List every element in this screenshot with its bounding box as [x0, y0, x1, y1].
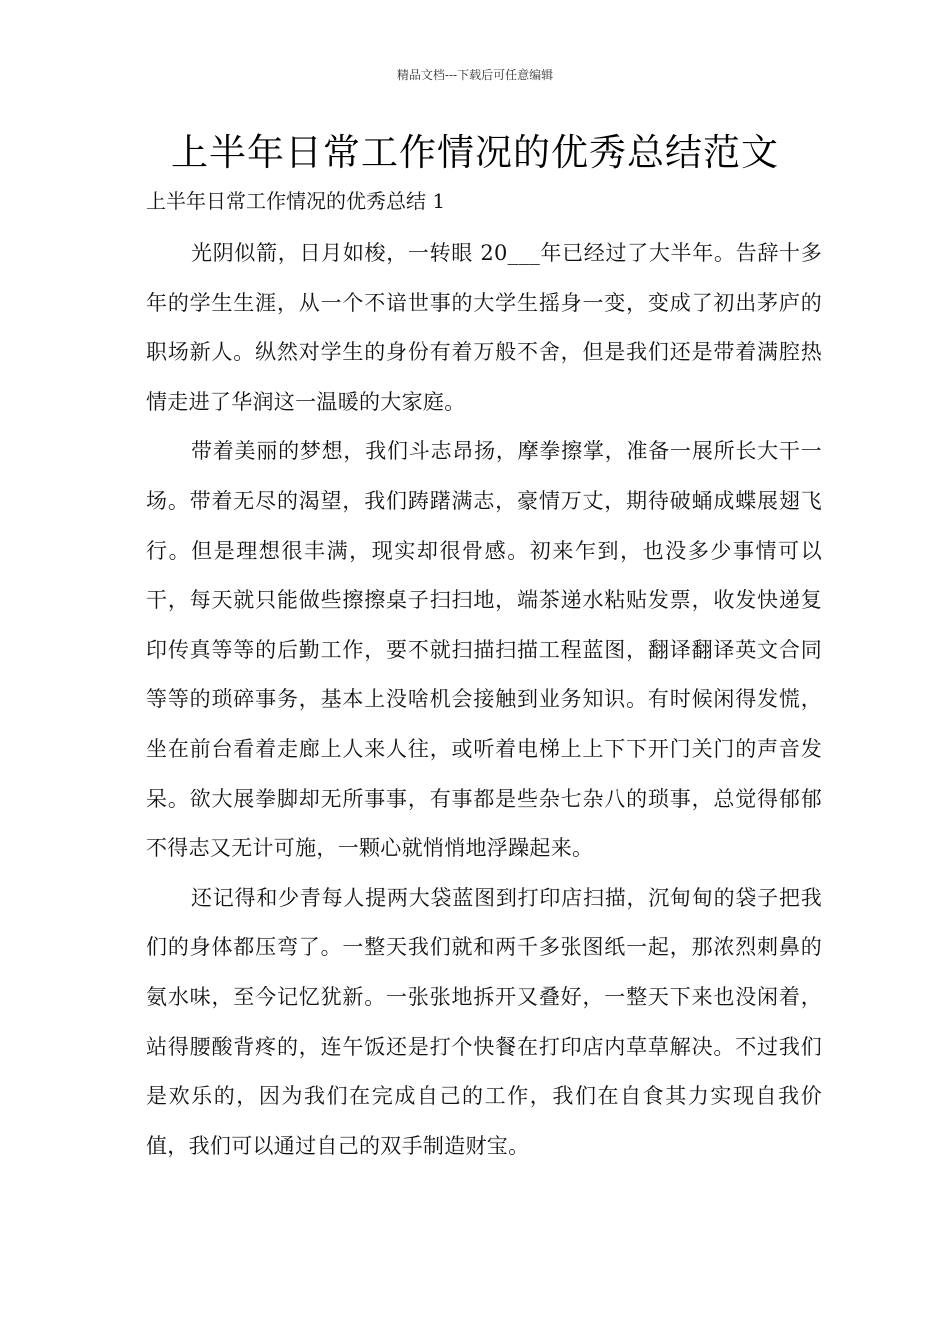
paragraph-2: 带着美丽的梦想，我们斗志昂扬，摩拳擦掌，准备一展所长大干一场。带着无尽的渴望，我们踌躇满志，豪情万丈，期待破蛹成蝶展翅飞行。但是理想很丰满，现实却很骨感。初来乍到，也没多少事情可以干，每天就只能做些擦擦桌子扫扫地，端茶递水粘贴发票，收发快递复印传真等等的后勤工作，要不就扫描扫描工程蓝图，翻译翻译英文合同等等的琐碎事务，基本上没啥机会接触到业务知识。有时候闲得发慌，坐在前台看着走廊上人来人往，或听着电梯上上下下开门关门的声音发呆。欲大展拳脚却无所事事，有事都是些杂七杂八的琐事，总觉得郁郁不得志又无计可施，一颗心就悄悄地浮躁起来。: [146, 439, 822, 861]
page-header: 精品文档---下载后可任意编辑: [396, 68, 554, 82]
section-subtitle: 上半年日常工作情况的优秀总结 1: [146, 189, 446, 213]
document-body: [146, 229, 822, 1171]
paragraph-1: 光阴似箭，日月如梭，一转眼 20___年已经过了大半年。告辞十多年的学生生涯，从一个不谙世事的大学生摇身一变，变成了初出茅庐的职场新人。纵然对学生的身份有着万般不舍，但是我们还是带着满腔热情走进了华润这一温暖的大家庭。: [146, 241, 822, 414]
document-title: 上半年日常工作情况的优秀总结范文: [171, 131, 779, 174]
paragraph-3: 还记得和少青每人提两大袋蓝图到打印店扫描，沉甸甸的袋子把我们的身体都压弯了。一整天我们就和两千多张图纸一起，那浓烈刺鼻的氨水味，至今记忆犹新。一张张地拆开又叠好，一整天下来也没闲着，站得腰酸背疼的，连午饭还是打个快餐在打印店内草草解决。不过我们是欢乐的，因为我们在完成自己的工作，我们在自食其力实现自我价值，我们可以通过自己的双手制造财宝。: [146, 885, 822, 1158]
